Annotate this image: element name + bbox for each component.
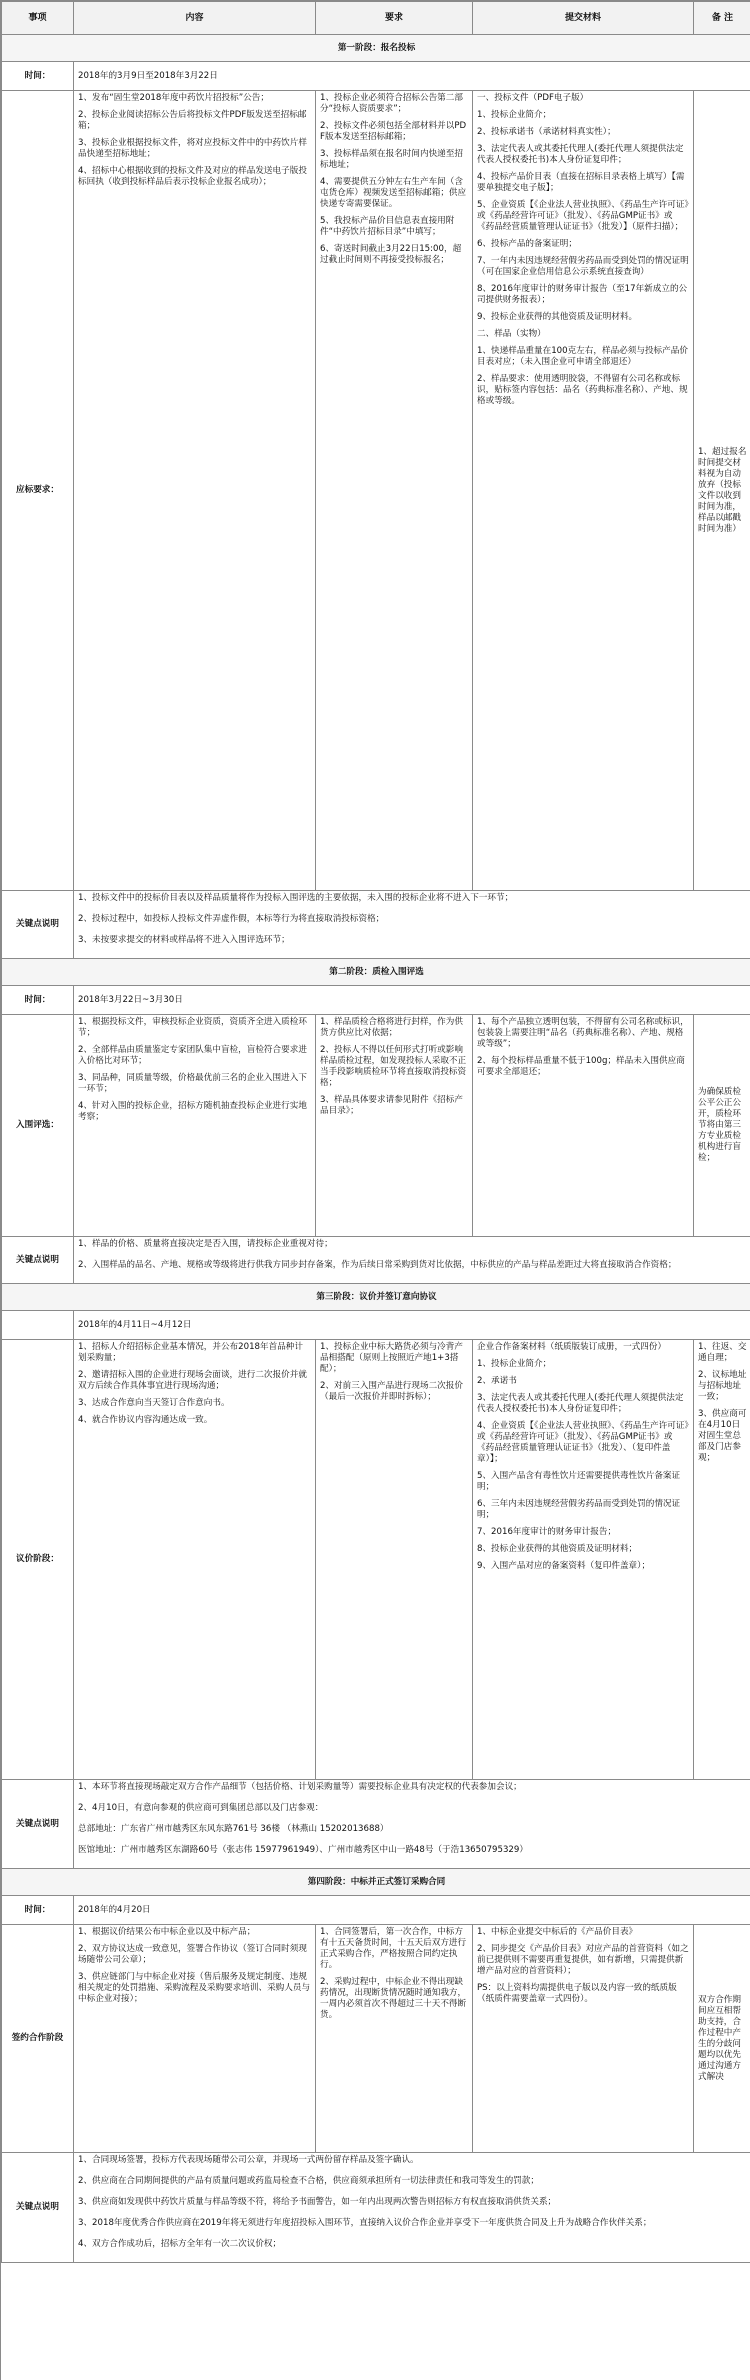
stage1-key-row [2,891,750,959]
stage4-key-label: 关键点说明 [2,2153,74,2263]
stage4-content-item: 1、根据议价结果公布中标企业以及中标产品； [78,1927,256,1937]
stage1-material-item: 1、快递样品重量在100克左右，样品必须与投标产品价目表对应；（未入围企业可申请全部退还） [477,346,688,367]
stage3-time-label [2,1311,74,1340]
stage2-time-row [2,986,750,1015]
stage1-material-item: 9、投标企业获得的其他资质及证明材料。 [477,312,638,322]
stage1-requirement [316,91,473,891]
stage3-key-item: 2、4月10日，有意向参观的供应商可到集团总部以及门店参观： [78,1803,324,1813]
stage4-key-item: 4、双方合作成功后，招标方全年有一次二次议价权； [78,2239,282,2249]
stage3-key-item: 1、本环节将直接现场敲定双方合作产品细节（包括价格、计划采购量等）需要投标企业具有决定权的代表参加会议； [78,1782,522,1792]
stage2-key-item: 1、样品的价格、质量将直接决定是否入围，请投标企业重视对待； [78,1239,333,1249]
stage2-key-item: 2、入围样品的品名、产地、规格或等级将进行供我方同步封存备案，作为后续日常采购到货对比依据，中标供应的产品与样品差距过大将直接取消合作资格； [78,1260,677,1270]
stage1-time-value: 2018年的3月9日至2018年3月22日 [74,62,750,91]
stage3-material-item: 8、投标企业获得的其他资质及证明材料； [477,1544,638,1554]
stage3-material-item: 4、企业资质【《企业法人营业执照》、《药品生产许可证》或《药品经营许可证》（批发）、《药品GMP证书》或《药品经营质量管理认证证书》（批发）、（复印件盖章）】； [477,1421,689,1464]
stage2-title-row [2,959,750,986]
stage2-key-row [2,1237,750,1284]
stage3-material-item: 1、投标企业简介； [477,1359,552,1369]
header-remark: 备 注 [694,2,750,35]
header-row [2,2,750,35]
stage3-remark [694,1340,750,1780]
stage3-content-item: 4、就合作协议内容沟通达成一致。 [78,1415,213,1425]
stage2-title: 第二阶段：质检入围评选 [2,959,750,986]
stage1-key-item: 1、投标文件中的投标价目表以及样品质量将作为投标入围评选的主要依据，未入围的投标企业将不进入下一环节； [78,893,514,903]
stage3-main-row [2,1340,750,1780]
stage1-material-item: 2、投标承诺书（承诺材料真实性）； [477,127,616,137]
stage4-key-item: 3、供应商如发现供中药饮片质量与样品等级不符，将给予书面警告，如一年内出现两次警告则招标方有权直接取消供货关系； [78,2197,557,2207]
stage1-title-row [2,35,750,62]
stage4-time-label: 时间： [2,1896,74,1925]
stage1-material-item: 6、投标产品的备案证明； [477,239,577,249]
stage4-remark: 双方合作期间应互相帮助支持，合作过程中产生的分歧问题均以优先通过沟通方式解决 [694,1925,750,2153]
stage1-material-item: 二、样品（实物） [477,329,546,339]
stage2-requirement-item: 1、样品质检合格将进行封样，作为供货方供应比对依据； [320,1017,463,1038]
stage3-material-item: 2、承诺书 [477,1376,517,1386]
stage3-materials [473,1340,694,1780]
stage3-content-item: 1、招标人介绍招标企业基本情况，并公布2018年首品种计划采购量； [78,1342,303,1363]
stage3-remark-item: 3、供应商可在4月10日对固生堂总部及门店参观； [698,1409,747,1463]
stage4-key-item: 3、2018年度优秀合作供应商在2019年将无须进行年度招投标入围环节，直接纳入议价合作企业并享受下一年度供货合同及上升为战略合作伙伴关系； [78,2218,652,2228]
stage2-content-item: 3、同品种，同质量等级，价格最优前三名的企业入围进入下一环节； [78,1073,307,1094]
stage3-requirement-item: 1、投标企业中标大路货必须与冷背产品相搭配（原则上按照近产地1+3搭配）； [320,1342,463,1374]
stage1-material-item: 5、企业资质【《企业法人营业执照》、《药品生产许可证》或《药品经营许可证》（批发）、《药品GMP证书》或《药品经营质量管理认证证书》（批发）】（原件扫描）； [477,200,689,232]
stage2-material-item: 1、每个产品独立透明包装，不得留有公司名称或标识，包装袋上需要注明“品名（药典标准名称）、产地、规格或等级”； [477,1017,689,1049]
stage1-material-item: 一、投标文件（PDF电子版） [477,93,589,103]
stage2-remark: 为确保质检公平公正公开，质检环节将由第三方专业质检机构进行盲检； [694,1015,750,1237]
stage3-time-row [2,1311,750,1340]
stage4-main-row [2,1925,750,2153]
stage2-key [74,1237,750,1284]
stage1-materials [473,91,694,891]
stage2-main-row [2,1015,750,1237]
stage4-row-label: 签约合作阶段 [2,1925,74,2153]
stage3-clinic-address: 医馆地址：广州市越秀区东湖路60号（张志伟 15977961949）、广州市越秀区中山一路48号（于浩13650795329） [78,1845,528,1855]
stage2-material-item: 2、每个投标样品重量不低于100g；样品未入围供应商可要求全部退还； [477,1056,685,1077]
stage2-time-label: 时间： [2,986,74,1015]
stage3-material-item: 9、入围产品对应的备案资料（复印件盖章）； [477,1561,651,1571]
stage4-time-row [2,1896,750,1925]
tender-schedule-table [1,1,750,2263]
stage1-material-item: 2、样品要求：使用透明胶袋，不得留有公司名称或标识，贴标签内容包括：品名（药典标准名称）、产地、规格或等级。 [477,374,688,406]
stage2-row-label: 入围评选： [2,1015,74,1237]
stage3-material-item: 5、入围产品含有毒性饮片还需要提供毒性饮片备案证明； [477,1471,681,1492]
stage4-material-item: 1、中标企业提交中标后的《产品价目表》 [477,1927,638,1937]
stage1-requirement-item: 1、投标企业必须符合招标公告第二部分“投标人资质要求”； [320,93,463,114]
stage3-content-item: 2、邀请招标入围的企业进行现场会面谈，进行二次报价并就双方后续合作具体事宜进行现场沟通； [78,1370,307,1391]
stage4-key [74,2153,750,2263]
stage2-content [74,1015,316,1237]
stage2-content-item: 4、针对入围的投标企业，招标方随机抽查投标企业进行实地考察； [78,1101,307,1122]
stage4-time-value: 2018年的4月20日 [74,1896,750,1925]
stage4-title: 第四阶段：中标并正式签订采购合同 [2,1869,750,1896]
stage1-content-item: 2、投标企业阅读招标公告后将投标文件PDF版发送至招标邮箱； [78,110,307,131]
stage3-requirement-item: 2、对前三入围产品进行现场二次报价（最后一次报价并即时拆标）； [320,1381,463,1402]
stage3-content [74,1340,316,1780]
stage3-time-value: 2018年的4月11日~4月12日 [74,1311,750,1340]
stage1-requirement-item: 2、投标文件必须包括全部材料并以PDF版本发送至招标邮箱； [320,121,467,142]
stage1-material-item: 3、法定代表人或其委托代理人(委托代理人须提供法定代表人授权委托书)本人身份证复印件； [477,144,684,165]
header-item: 事项 [2,2,74,35]
stage3-remark-item: 2、议标地址与招标地址一致； [698,1370,747,1402]
stage1-key [74,891,750,959]
stage1-key-item: 2、投标过程中，如投标人投标文件弄虚作假，本标等行为将直接取消投标资格； [78,914,385,924]
stage1-main-row [2,91,750,891]
stage1-material-item: 8、2016年度审计的财务审计报告（至17年新成立的公司提供财务报表）； [477,284,688,305]
stage4-requirement [316,1925,473,2153]
stage1-requirement-item: 6、寄送时间截止3月22日15:00，超过截止时间则不再接受投标报名； [320,244,462,265]
stage1-content-item: 3、投标企业根据投标文件，将对应投标文件中的中药饮片样品快递至招标地址； [78,138,307,159]
stage1-requirement-item: 3、投标样品须在报名时间内快递至招标地址； [320,149,463,170]
stage2-content-item: 1、根据投标文件，审核投标企业资质，资质齐全进入质检环节； [78,1017,307,1038]
stage1-requirement-item: 4、需要提供五分钟左右生产车间（含屯货仓库）视频发送至招标邮箱；供应快递专寄需要保证。 [320,177,467,209]
stage1-time-label: 时间： [2,62,74,91]
stage1-material-item: 4、投标产品价目表（直接在招标目录表格上填写）【需要单独提交电子版】； [477,172,685,193]
stage4-material-item: PS：以上资料均需提供电子版以及内容一致的纸质版（纸质件需要盖章一式四份）。 [477,1983,677,2004]
stage1-content-item: 1、发布“固生堂2018年度中药饮片招投标”公告； [78,93,269,103]
stage1-key-item: 3、未按要求提交的材料或样品将不进入入围评选环节； [78,935,290,945]
stage4-materials [473,1925,694,2153]
stage1-row-label: 应标要求： [2,91,74,891]
stage1-title: 第一阶段：报名投标 [2,35,750,62]
stage1-material-item: 1、投标企业简介； [477,110,552,120]
stage2-content-item: 2、全部样品由质量鉴定专家团队集中盲检，盲检符合要求进入价格比对环节； [78,1045,307,1066]
stage4-material-item: 2、同步提交《产品价目表》对应产品的首营资料（如之前已提供则不需要再重复提供，如有新增，只需提供新增产品对应的首营资料）； [477,1944,689,1976]
stage2-key-label: 关键点说明 [2,1237,74,1284]
stage3-hq-address: 总部地址：广东省广州市越秀区东风东路761号 36楼 （林燕山 15202013688） [78,1824,389,1834]
stage2-requirement-item: 2、投标人不得以任何形式打听或影响样品质检过程，如发现投标人采取不正当手段影响质检环节将直接取消投标资格； [320,1045,467,1088]
stage1-material-item: 7、一年内未因违规经营假劣药品而受到处罚的情况证明（可在国家企业信用信息公示系统直接查询） [477,256,689,277]
stage3-requirement [316,1340,473,1780]
stage3-content-item: 3、达成合作意向当天签订合作意向书。 [78,1398,230,1408]
stage4-content-item: 2、双方协议达成一致意见，签署合作协议（签订合同时须现场随带公司公章）； [78,1944,307,1965]
stage3-remark-item: 1、往返、交通自理； [698,1342,747,1363]
stage3-key-label: 关键点说明 [2,1780,74,1869]
header-content: 内容 [74,2,316,35]
stage3-title: 第三阶段：议价并签订意向协议 [2,1284,750,1311]
stage1-remark: 1、超过报名时间提交材料视为自动放弃（投标文件以收到时间为准，样品以邮戳时间为准） [694,91,750,891]
stage3-material-item: 6、三年内未因违规经营假劣药品而受到处罚的情况证明； [477,1499,681,1520]
stage4-content [74,1925,316,2153]
stage1-time-row [2,62,750,91]
stage4-key-item: 2、供应商在合同期间提供的产品有质量问题或药监局检查不合格，供应商须承担所有一切法律责任和我司等发生的罚款； [78,2176,539,2186]
stage4-requirement-item: 1、合同签署后，第一次合作，中标方有十五天备货时间，十五天后双方进行正式采购合作，严格按照合同约定执行。 [320,1927,467,1970]
stage3-material-item: 3、法定代表人或其委托代理人(委托代理人须提供法定代表人授权委托书)本人身份证复印件； [477,1393,684,1414]
stage3-key-row [2,1780,750,1869]
stage2-materials [473,1015,694,1237]
stage3-key [74,1780,750,1869]
stage2-requirement [316,1015,473,1237]
stage4-title-row [2,1869,750,1896]
stage1-requirement-item: 5、我投标产品价目信息表直接用附件“中药饮片招标目录”中填写； [320,216,455,237]
stage4-key-item: 1、合同现场签署，投标方代表现场随带公司公章，并现场一式两份留存样品及签字确认。 [78,2155,419,2165]
stage3-material-item: 企业合作备案材料（纸质版装订成册，一式四份） [477,1342,667,1352]
stage4-key-row [2,2153,750,2263]
stage1-content [74,91,316,891]
stage3-row-label: 议价阶段： [2,1340,74,1780]
stage3-material-item: 7、2016年度审计的财务审计报告； [477,1527,617,1537]
stage3-title-row [2,1284,750,1311]
stage2-time-value: 2018年3月22日~3月30日 [74,986,750,1015]
stage2-requirement-item: 3、样品具体要求请参见附件《招标产品目录》； [320,1095,463,1116]
header-requirement: 要求 [316,2,473,35]
stage4-content-item: 3、供应链部门与中标企业对接（售后服务及规定制度、违规相关规定的处罚措施、采购流程及采购要求培训、采购人员与中标企业对接）； [78,1972,311,2004]
header-materials: 提交材料 [473,2,694,35]
stage1-key-label: 关键点说明 [2,891,74,959]
stage4-requirement-item: 2、采购过程中，中标企业不得出现缺药情况，出现断货情况随时通知我方，一周内必须首次不得超过三十天不得断货。 [320,1977,467,2020]
stage1-content-item: 4、招标中心根据收到的投标文件及对应的样品发送电子版投标回执（收到投标样品后表示投标企业报名成功）； [78,166,307,187]
